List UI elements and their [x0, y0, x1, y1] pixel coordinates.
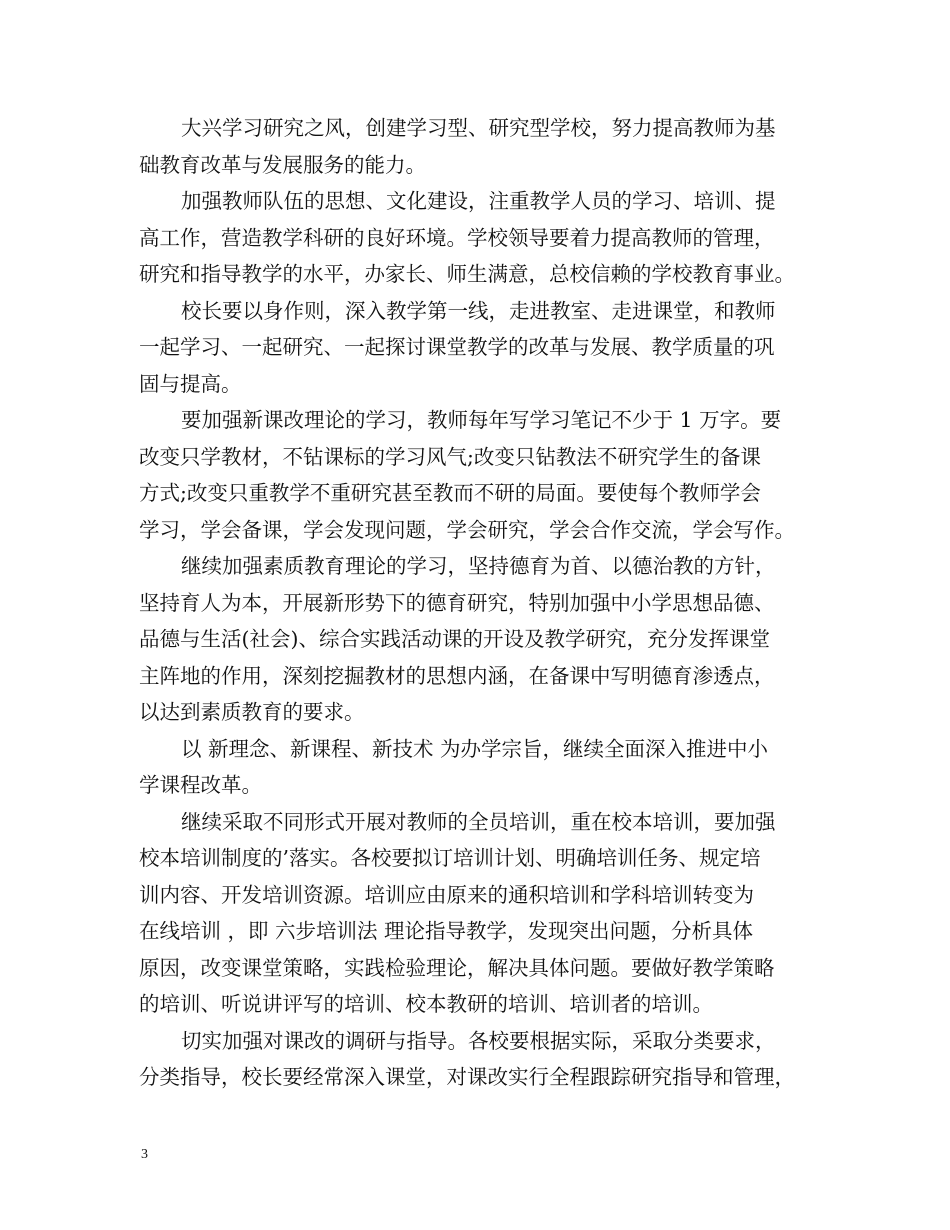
paragraph-line: 以达到素质教育的要求。 — [139, 700, 365, 724]
paragraph-line: 学习，学会备课，学会发现问题，学会研究，学会合作交流，学会写作。 — [139, 517, 795, 542]
paragraph-line: 改变只学教材，不钻课标的学习风气;改变只钻教法不研究学生的备课 — [139, 444, 761, 469]
paragraph-line: 训内容、开发培训资源。培训应由原来的通积培训和学科培训转变为 — [139, 882, 754, 907]
paragraph-line: 继续采取不同形式开展对教师的全员培训，重在校本培训，要加强 — [181, 809, 776, 834]
paragraph-line: 要加强新课改理论的学习，教师每年写学习笔记不少于 1 万字。要 — [181, 408, 782, 432]
paragraph-line: 学课程改革。 — [139, 773, 262, 797]
paragraph-line: 加强教师队伍的思想、文化建设，注重教学人员的学习、培训、提 — [181, 189, 776, 213]
page-number: 3 — [141, 1147, 148, 1162]
paragraph-line: 继续加强素质教育理论的学习，坚持德育为首、以德治教的方针， — [181, 554, 776, 578]
paragraph-line: 品德与生活(社会)、综合实践活动课的开设及教学研究，充分发挥课堂 — [139, 627, 770, 651]
paragraph-line: 原因，改变课堂策略，实践检验理论，解决具体问题。要做好教学策略 — [139, 955, 775, 980]
paragraph-line: 主阵地的作用，深刻挖掘教材的思想内涵，在备课中写明德育渗透点， — [139, 663, 775, 688]
paragraph-line: 在线培训 ，即 六步培训法 理论指导教学，发现突出问题，分析具体 — [139, 919, 754, 943]
paragraph-line: 分类指导，校长要经常深入课堂，对课改实行全程跟踪研究指导和管理， — [139, 1065, 795, 1089]
paragraph-line: 一起学习、一起研究、一起探讨课堂教学的改革与发展、教学质量的巩 — [139, 335, 775, 359]
paragraph-line: 础教育改革与发展服务的能力。 — [139, 152, 426, 177]
paragraph-line: 固与提高。 — [139, 371, 242, 396]
paragraph-line: 坚持育人为本，开展新形势下的德育研究，特别加强中小学思想品德、 — [139, 590, 775, 615]
paragraph-line: 高工作，营造教学科研的良好环境。学校领导要着力提高教师的管理， — [139, 225, 775, 250]
document-body — [139, 110, 819, 1096]
paragraph-line: 方式;改变只重教学不重研究甚至教而不研的局面。要使每个教师学会 — [139, 481, 761, 505]
paragraph-line: 校本培训制度的’落实。各校要拟订培训计划、明确培训任务、规定培 — [139, 846, 761, 870]
paragraph-line: 切实加强对课改的调研与指导。各校要根据实际，采取分类要求， — [181, 1028, 776, 1053]
paragraph-line: 的培训、听说讲评写的培训、校本教研的培训、培训者的培训。 — [139, 992, 713, 1016]
paragraph-line: 研究和指导教学的水平，办家长、师生满意，总校信赖的学校教育事业。 — [139, 262, 795, 286]
paragraph-line: 以 新理念、新课程、新技术 为办学宗旨，继续全面深入推进中小 — [181, 736, 769, 761]
paragraph-line: 大兴学习研究之风，创建学习型、研究型学校，努力提高教师为基 — [181, 116, 776, 140]
paragraph-line: 校长要以身作则，深入教学第一线，走进教室、走进课堂，和教师 — [181, 298, 776, 323]
